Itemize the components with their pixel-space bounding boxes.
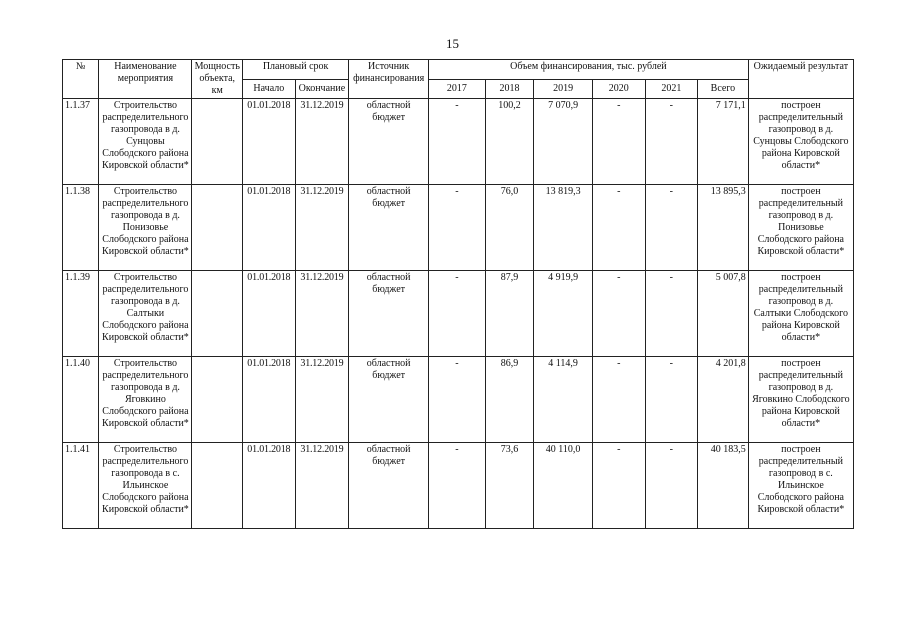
row-total: 40 183,5 [698, 443, 749, 529]
row-capacity [192, 99, 243, 185]
row-result: построен распределительный газопровод в д. Салтыки Слободского района Кировской области* [748, 271, 853, 357]
row-value-2019: 7 070,9 [534, 99, 593, 185]
row-source: областной бюджет [349, 271, 429, 357]
row-value-2019: 4 114,9 [534, 357, 593, 443]
row-num: 1.1.39 [63, 271, 99, 357]
row-name: Строительство распределительного газопровода в д. Понизовье Слободского района Кировской области* [99, 185, 192, 271]
header-start: Начало [243, 79, 296, 99]
row-value-2020: - [592, 99, 645, 185]
row-result: построен распределительный газопровод в д. Понизовье Слободского района Кировской области* [748, 185, 853, 271]
header-funding: Объем финансирования, тыс. рублей [429, 60, 749, 80]
row-total: 13 895,3 [698, 185, 749, 271]
row-name: Строительство распределительного газопровода в д. Яговкино Слободского района Кировской области* [99, 357, 192, 443]
header-year-2018: 2018 [485, 79, 534, 99]
row-end: 31.12.2019 [295, 443, 349, 529]
row-start: 01.01.2018 [243, 443, 296, 529]
row-value-2017: - [429, 271, 486, 357]
row-value-2021: - [645, 443, 698, 529]
row-end: 31.12.2019 [295, 357, 349, 443]
header-end: Окончание [295, 79, 349, 99]
row-source: областной бюджет [349, 185, 429, 271]
row-capacity [192, 185, 243, 271]
row-result: построен распределительный газопровод в д. Сунцовы Слободского района Кировской области* [748, 99, 853, 185]
row-source: областной бюджет [349, 357, 429, 443]
row-num: 1.1.38 [63, 185, 99, 271]
row-value-2021: - [645, 185, 698, 271]
funding-table [62, 59, 854, 529]
row-end: 31.12.2019 [295, 185, 349, 271]
header-year-2017: 2017 [429, 79, 486, 99]
row-start: 01.01.2018 [243, 99, 296, 185]
row-total: 4 201,8 [698, 357, 749, 443]
row-value-2020: - [592, 185, 645, 271]
row-source: областной бюджет [349, 99, 429, 185]
row-start: 01.01.2018 [243, 271, 296, 357]
row-name: Строительство распределительного газопровода в д. Салтыки Слободского района Кировской области* [99, 271, 192, 357]
row-value-2017: - [429, 99, 486, 185]
row-value-2019: 13 819,3 [534, 185, 593, 271]
row-source: областной бюджет [349, 443, 429, 529]
row-value-2019: 40 110,0 [534, 443, 593, 529]
row-capacity [192, 443, 243, 529]
table-row [63, 357, 854, 443]
header-name: Наименование мероприятия [99, 60, 192, 99]
row-value-2018: 87,9 [485, 271, 534, 357]
row-end: 31.12.2019 [295, 99, 349, 185]
header-source: Источник финансирования [349, 60, 429, 99]
header-schedule: Плановый срок [243, 60, 349, 80]
row-value-2018: 76,0 [485, 185, 534, 271]
row-result: построен распределительный газопровод в д. Яговкино Слободского района Кировской области* [748, 357, 853, 443]
row-value-2017: - [429, 443, 486, 529]
page-number: 15 [446, 36, 459, 51]
table-row [63, 443, 854, 529]
header-year-2020: 2020 [592, 79, 645, 99]
row-value-2020: - [592, 443, 645, 529]
row-value-2018: 100,2 [485, 99, 534, 185]
table-header [63, 60, 854, 99]
table-row [63, 99, 854, 185]
row-name: Строительство распределительного газопровода в с. Ильинское Слободского района Кировской области* [99, 443, 192, 529]
row-value-2018: 73,6 [485, 443, 534, 529]
row-name: Строительство распределительного газопровода в д. Сунцовы Слободского района Кировской области* [99, 99, 192, 185]
header-total: Всего [698, 79, 749, 99]
row-value-2021: - [645, 271, 698, 357]
row-total: 5 007,8 [698, 271, 749, 357]
row-result: построен распределительный газопровод в с. Ильинское Слободского района Кировской области* [748, 443, 853, 529]
header-result: Ожидаемый результат [748, 60, 853, 99]
row-end: 31.12.2019 [295, 271, 349, 357]
row-num: 1.1.37 [63, 99, 99, 185]
row-total: 7 171,1 [698, 99, 749, 185]
header-num: № [63, 60, 99, 99]
row-value-2017: - [429, 357, 486, 443]
table-row [63, 271, 854, 357]
row-value-2020: - [592, 357, 645, 443]
row-start: 01.01.2018 [243, 185, 296, 271]
row-value-2020: - [592, 271, 645, 357]
header-year-2019: 2019 [534, 79, 593, 99]
row-start: 01.01.2018 [243, 357, 296, 443]
header-capacity: Мощность объекта, км [192, 60, 243, 99]
row-value-2021: - [645, 357, 698, 443]
row-capacity [192, 271, 243, 357]
table-body [63, 99, 854, 529]
row-value-2018: 86,9 [485, 357, 534, 443]
row-num: 1.1.41 [63, 443, 99, 529]
header-year-2021: 2021 [645, 79, 698, 99]
table-row [63, 185, 854, 271]
row-num: 1.1.40 [63, 357, 99, 443]
row-value-2019: 4 919,9 [534, 271, 593, 357]
row-value-2021: - [645, 99, 698, 185]
row-capacity [192, 357, 243, 443]
row-value-2017: - [429, 185, 486, 271]
